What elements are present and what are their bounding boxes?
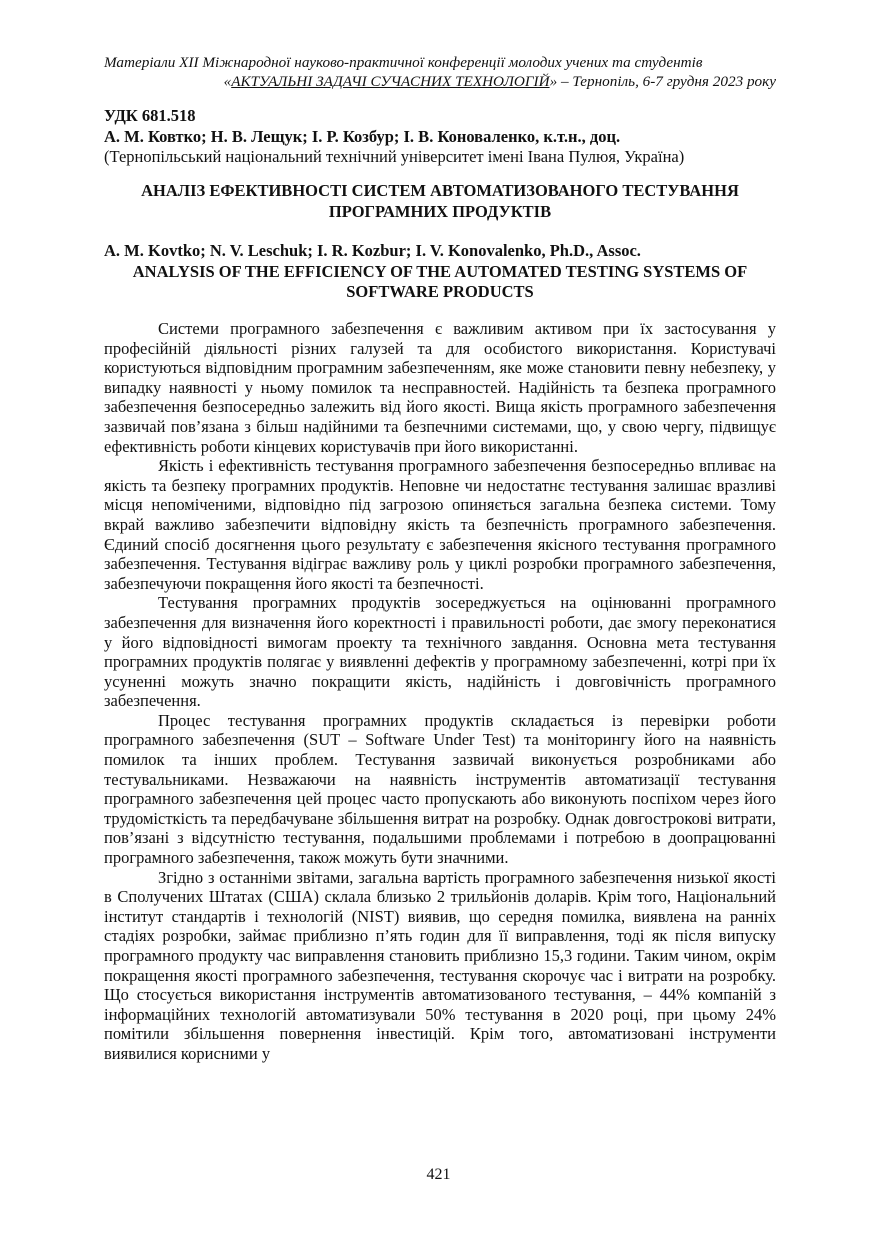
paragraph-2: Якість і ефективність тестування програмного забезпечення безпосередньо впливає на якість та безпеку програмних продуктів. Неповне чи недостатнє тестування залишає вразливі місця непоміченими, відповідно під загрозою опиняється загальна безпека системи. Тому вкрай важливо забезпечити відповідну якість та безпечність програмного забезпечення. Єдиний спосіб досягнення цього результату є забезпечення якісного тестування програмного забезпечення. Тестування відіграє важливу роль у циклі розробки програмного забезпечення, забезпечуючи покращення його якості та безпечності. xyxy=(104,456,776,593)
conference-header xyxy=(104,53,776,91)
title-en: ANALYSIS OF THE EFFICIENCY OF THE AUTOMATED TESTING SYSTEMS OF SOFTWARE PRODUCTS xyxy=(132,261,748,301)
authors-ua: А. М. Ковтко; Н. В. Лещук; І. Р. Козбур; І. В. Коноваленко, к.т.н., доц. xyxy=(104,126,621,146)
affiliation: (Тернопільський національний технічний університет імені Івана Пулюя, Україна) xyxy=(104,147,685,166)
page-number: 421 xyxy=(426,1166,451,1183)
paragraph-5: Згідно з останніми звітами, загальна вартість програмного забезпечення низької якості в Сполучених Штатах (США) склала близько 2 трильйонів доларів. Крім того, Національний інститут стандартів і технологій (NIST) виявив, що середня помилка, виявлена на ранніх стадіях розробки, займає приблизно п’ять годин для її виправлення, тоді як після випуску програмного продукту час виправлення становить приблизно 15,3 години. Таким чином, окрім покращення якості програмного забезпечення, тестування скорочує час і витрати на розробку. Що стосується використання інструментів автоматизованого тестування, – 44% компаній з інформаційних технологій автоматизували 50% тестування в 2020 році, при цьому 24% помітили збільшення повернення інвестицій. Крім того, автоматизовані інструменти виявилися корисними у xyxy=(104,867,776,1063)
paragraph-3: Тестування програмних продуктів зосереджується на оцінюванні програмного забезпечення для визначення його коректності і правильності роботи, дає змогу переконатися у його відповідності вимогам проекту та технічного завдання. Основна мета тестування програмних продуктів полягає у виявленні дефектів у програмному забезпеченні, котрі при їх усуненні можуть значно покращити якість, надійність і довговічність програмного забезпечення. xyxy=(104,593,776,711)
title-ua: АНАЛІЗ ЕФЕКТИВНОСТІ СИСТЕМ АВТОМАТИЗОВАНОГО ТЕСТУВАННЯ ПРОГРАМНИХ ПРОДУКТІВ xyxy=(141,181,739,221)
english-block xyxy=(104,241,776,303)
authors-en: A. M. Kovtko; N. V. Leschuk; I. R. Kozbur; I. V. Konovalenko, Ph.D., Assoc. xyxy=(104,241,641,260)
paragraph-1: Системи програмного забезпечення є важливим активом при їх застосування у професійній діяльності різних галузей та для особистого використання. Користувачі користуються відповідним програмним забезпеченням, яке може становити певну небезпеку, у випадку наявності у ньому помилок та несправностей. Надійність та безпека програмного забезпечення безпосередньо залежить від його якості. Вища якість програмного забезпечення зазвичай пов’язана з більш надійними та безпечними системами, що, у свою чергу, підвищує ефективність роботи кінцевих користувачів при його використанні. xyxy=(104,319,776,456)
header-line-1: Матеріали XII Міжнародної науково-практичної конференції молодих учених та студентів xyxy=(104,54,703,71)
article-body xyxy=(104,319,776,1064)
header-conference-name: АКТУАЛЬНІ ЗАДАЧІ СУЧАСНИХ ТЕХНОЛОГІЙ xyxy=(231,73,550,90)
header-place-date: » – Тернопіль, 6-7 грудня 2023 року xyxy=(549,73,776,90)
header-quote-open: « xyxy=(223,73,232,90)
article-meta xyxy=(104,106,776,168)
udk-code: УДК 681.518 xyxy=(104,106,196,125)
header-line-2 xyxy=(104,72,776,91)
paragraph-4: Процес тестування програмних продуктів складається із перевірки роботи програмного забезпечення (SUT – Software Under Test) та моніторингу його на наявність помилок та інших проблем. Тестування зазвичай виконується розробниками або тестувальниками. Незважаючи на наявність інструментів автоматизації тестування програмного забезпечення цей процес часто пропускають або виконують поспіхом через його трудомісткість та передбачуване збільшення витрат на розробку. Однак довгострокові витрати, пов’язані з відсутністю тестування, подальшими проблемами і потребою в доопрацюванні програмного забезпечення, також можуть бути значними. xyxy=(104,710,776,868)
